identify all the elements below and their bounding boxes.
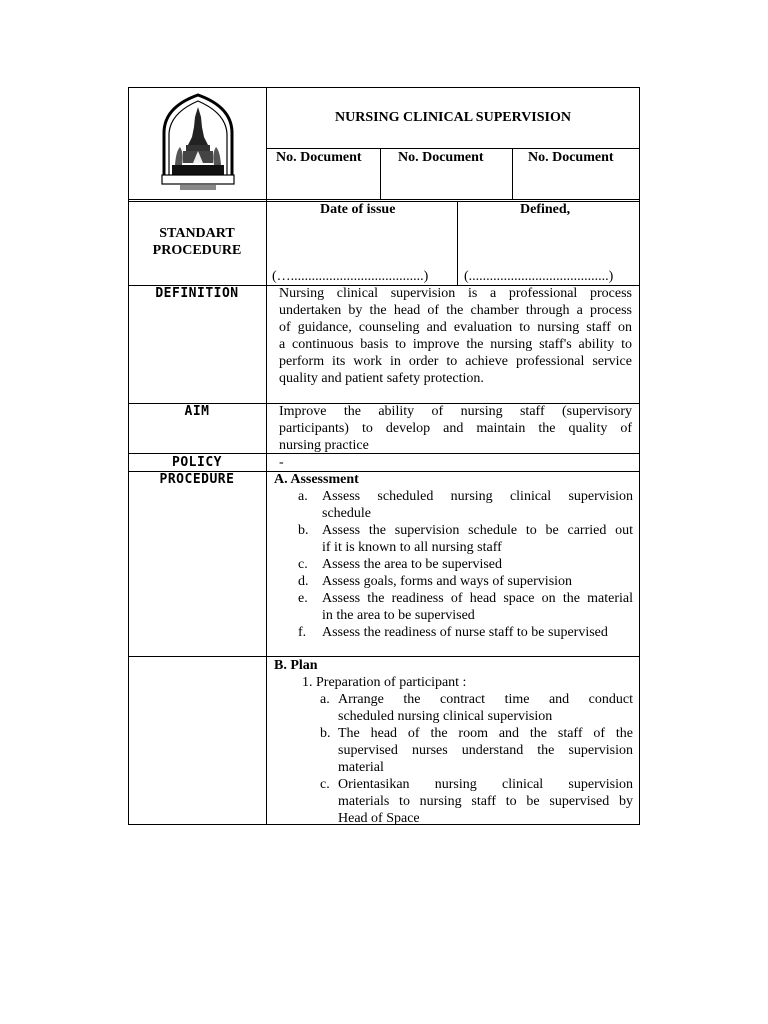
item-marker: b. bbox=[320, 726, 331, 741]
item-text bbox=[322, 488, 633, 522]
item-text bbox=[322, 590, 633, 624]
definition-label: DEFINITION bbox=[155, 286, 239, 301]
item-line: materials to nursing staff to be supervised by bbox=[338, 794, 633, 809]
aim-line: Improve the ability of nursing staff (supervisory bbox=[279, 404, 632, 419]
aim-label: AIM bbox=[184, 404, 210, 419]
item-marker: e. bbox=[298, 591, 308, 606]
item-text bbox=[322, 624, 633, 641]
date-of-issue-label: Date of issue bbox=[320, 202, 396, 217]
standart-label-line1: STANDART bbox=[159, 226, 235, 241]
item-marker: f. bbox=[298, 625, 307, 640]
item-marker: a. bbox=[320, 692, 330, 707]
aim-line: nursing practice bbox=[279, 438, 369, 453]
assessment-item-d bbox=[298, 573, 633, 590]
document-number-2: No. Document bbox=[398, 150, 484, 165]
signature-right: (........................................) bbox=[464, 269, 614, 284]
document-number-1: No. Document bbox=[276, 150, 362, 165]
definition-line: Nursing clinical supervision is a professional process bbox=[279, 286, 632, 301]
item-line: Assess the supervision schedule to be carried out bbox=[322, 523, 633, 538]
item-marker: c. bbox=[320, 777, 330, 792]
item-line: material bbox=[338, 760, 384, 775]
divider-procedure bbox=[128, 656, 640, 657]
item-line: Arrange the contract time and conduct bbox=[338, 692, 633, 707]
university-logo bbox=[158, 93, 238, 193]
aim-line: participants) to develop and maintain the quality of bbox=[279, 421, 632, 436]
standart-label-line2: PROCEDURE bbox=[152, 243, 242, 258]
assessment-item-c bbox=[298, 556, 633, 573]
item-text bbox=[338, 776, 633, 827]
item-line: in the area to be supervised bbox=[322, 608, 475, 623]
defined-label: Defined, bbox=[520, 202, 571, 217]
section-b-subheading: 1. Preparation of participant : bbox=[302, 675, 467, 690]
item-line: Assess the readiness of nurse staff to be supervised bbox=[322, 625, 608, 640]
divider-header bbox=[128, 199, 640, 200]
item-line: scheduled nursing clinical supervision bbox=[338, 709, 553, 724]
policy-label: POLICY bbox=[172, 455, 222, 470]
item-marker: d. bbox=[298, 574, 309, 589]
item-line: Assess goals, forms and ways of supervision bbox=[322, 574, 573, 589]
divider-label-column bbox=[266, 87, 267, 825]
assessment-item-f bbox=[298, 624, 633, 641]
signature-left: (…......................................) bbox=[272, 269, 429, 284]
procedure-document bbox=[128, 87, 640, 825]
item-marker: a. bbox=[298, 489, 308, 504]
item-line: Assess the area to be supervised bbox=[322, 557, 503, 572]
procedure-label: PROCEDURE bbox=[159, 472, 235, 487]
assessment-item-a bbox=[298, 488, 633, 522]
document-title: NURSING CLINICAL SUPERVISION bbox=[334, 110, 571, 125]
document-number-3: No. Document bbox=[528, 150, 614, 165]
divider-doc-1 bbox=[380, 148, 381, 200]
assessment-item-b bbox=[298, 522, 633, 556]
item-line: Head of Space bbox=[338, 811, 420, 826]
definition-line: quality and patient safety protection. bbox=[279, 371, 484, 386]
item-line: Assess the readiness of head space on the material bbox=[322, 591, 633, 606]
divider-issue-columns bbox=[457, 201, 458, 286]
item-text bbox=[322, 573, 633, 590]
assessment-item-e bbox=[298, 590, 633, 624]
aim-text bbox=[279, 403, 632, 454]
definition-line: a continuous basis to improve the nursing staff's ability to bbox=[279, 337, 632, 352]
item-line: supervised nurses understand the supervision bbox=[338, 743, 633, 758]
border-top bbox=[128, 87, 640, 88]
university-seal-icon bbox=[158, 93, 238, 193]
item-line: The head of the room and the staff of the bbox=[338, 726, 633, 741]
definition-line: of guidance, counseling and evaluation to nursing staff on bbox=[279, 320, 632, 335]
policy-value: - bbox=[279, 455, 284, 470]
plan-item-c bbox=[320, 776, 633, 827]
item-line: if it is known to all nursing staff bbox=[322, 540, 502, 555]
item-marker: b. bbox=[298, 523, 309, 538]
item-line: schedule bbox=[322, 506, 371, 521]
item-line: Orientasikan nursing clinical supervision bbox=[338, 777, 633, 792]
definition-line: perform its work in order to achieve professional service bbox=[279, 354, 632, 369]
item-text bbox=[322, 556, 633, 573]
item-marker: c. bbox=[298, 557, 308, 572]
divider-doc-2 bbox=[512, 148, 513, 200]
section-b-heading: B. Plan bbox=[274, 658, 318, 673]
item-line: Assess scheduled nursing clinical supervision bbox=[322, 489, 633, 504]
border-right bbox=[639, 87, 640, 825]
definition-text bbox=[279, 285, 632, 387]
item-text bbox=[322, 522, 633, 556]
plan-item-a bbox=[320, 691, 633, 725]
plan-item-b bbox=[320, 725, 633, 776]
section-a-heading: A. Assessment bbox=[274, 472, 359, 487]
definition-line: undertaken by the head of the chamber through a process bbox=[279, 303, 632, 318]
item-text bbox=[338, 725, 633, 776]
item-text bbox=[338, 691, 633, 725]
